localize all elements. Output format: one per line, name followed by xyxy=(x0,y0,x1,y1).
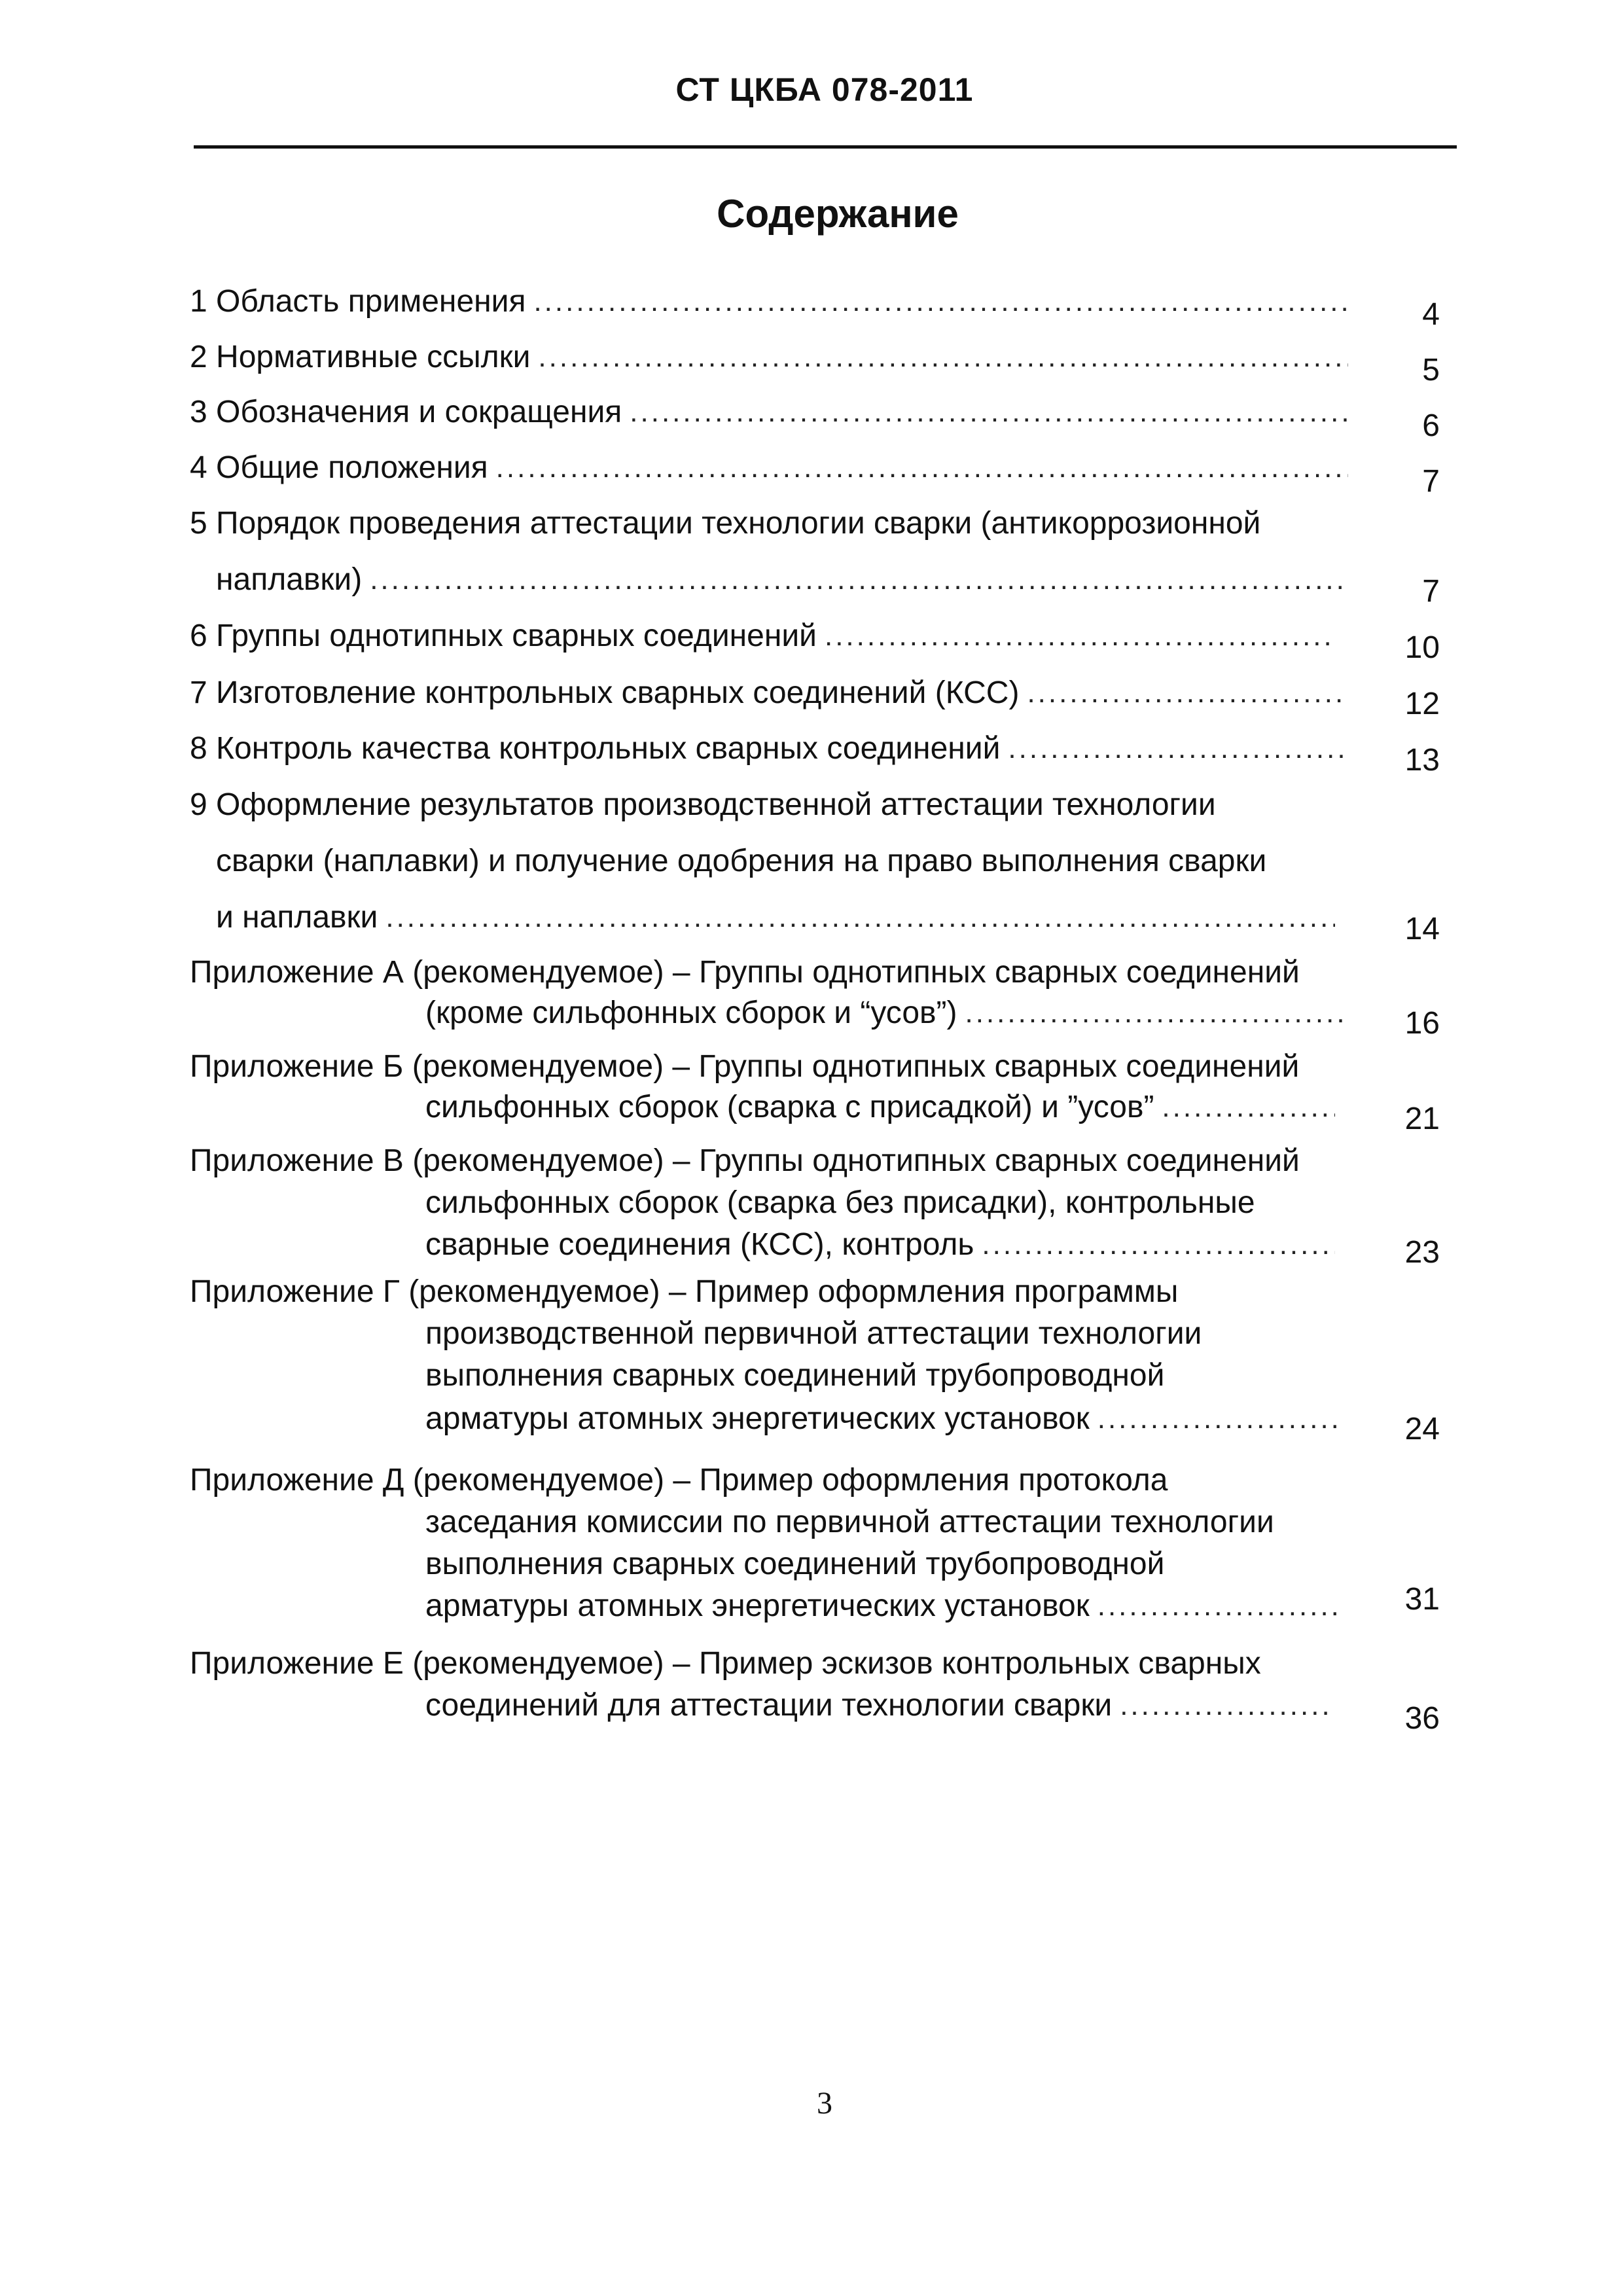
toc-page-number: 14 xyxy=(1404,912,1440,946)
toc-leader-dots xyxy=(533,287,1348,316)
toc-entry-text-line: Приложение В (рекомендуемое) – Группы однотипных сварных соединений xyxy=(190,1143,1300,1178)
toc-page-number: 31 xyxy=(1404,1582,1440,1617)
toc-page-number: 7 xyxy=(1422,464,1440,499)
toc-entry-text-line: наплавки) xyxy=(216,562,363,597)
toc-entry-text-line: 7 Изготовление контрольных сварных соединений (КСС) xyxy=(190,675,1020,710)
toc-title: Содержание xyxy=(717,192,959,236)
toc-entry-text-line: Приложение Г (рекомендуемое) – Пример оформления программы xyxy=(190,1274,1179,1309)
toc-entry-text-line: арматуры атомных энергетических установок xyxy=(425,1588,1090,1623)
toc-page-number: 13 xyxy=(1404,743,1440,778)
toc-entry-text-line: выполнения сварных соединений трубопроводной xyxy=(425,1358,1165,1393)
toc-entry-text-line: производственной первичной аттестации технологии xyxy=(425,1316,1202,1351)
toc-entry-text-line: сварки (наплавки) и получение одобрения на право выполнения сварки xyxy=(216,844,1267,878)
toc-entry-text-line: 3 Обозначения и сокращения xyxy=(190,395,622,429)
toc-entry-text-line: сильфонных сборок (сварка с присадкой) и ”усов” xyxy=(425,1090,1154,1124)
toc-leader-dots xyxy=(630,398,1348,427)
toc-page-number: 5 xyxy=(1422,353,1440,387)
toc-page-number: 6 xyxy=(1422,408,1440,443)
toc-leader-dots xyxy=(1097,1592,1342,1621)
toc-page-number: 10 xyxy=(1404,630,1440,665)
toc-entry-text-line: 4 Общие положения xyxy=(190,450,488,485)
toc-entry-text-line: арматуры атомных энергетических установок xyxy=(425,1401,1090,1436)
toc-entry-text-line: 2 Нормативные ссылки xyxy=(190,340,531,374)
toc-entry-text-line: соединений для аттестации технологии сварки xyxy=(425,1688,1113,1723)
page-number: 3 xyxy=(817,2086,832,2121)
toc-entry-text-line: заседания комиссии по первичной аттестации технологии xyxy=(425,1505,1274,1539)
toc-page-number: 16 xyxy=(1404,1006,1440,1041)
toc-entry-text-line: Приложение Б (рекомендуемое) – Группы однотипных сварных соединений xyxy=(190,1049,1300,1084)
toc-page-number: 7 xyxy=(1422,574,1440,609)
toc-page-number: 4 xyxy=(1422,297,1440,332)
toc-leader-dots xyxy=(1027,679,1342,708)
toc-leader-dots xyxy=(370,565,1348,594)
toc-page-number: 21 xyxy=(1404,1102,1440,1136)
toc-leader-dots xyxy=(982,1230,1335,1259)
toc-entry-text-line: 1 Область применения xyxy=(190,284,526,319)
toc-leader-dots xyxy=(965,999,1348,1028)
toc-page-number: 24 xyxy=(1404,1412,1440,1446)
toc-entry-text-line: Приложение Д (рекомендуемое) – Пример оформления протокола xyxy=(190,1463,1168,1498)
toc-leader-dots xyxy=(825,622,1335,651)
toc-leader-dots xyxy=(1008,734,1348,763)
toc-entry-text-line: Приложение А (рекомендуемое) – Группы однотипных сварных соединений xyxy=(190,955,1300,990)
toc-leader-dots xyxy=(1097,1405,1342,1433)
toc-entry-text-line: 9 Оформление результатов производственной аттестации технологии xyxy=(190,787,1216,822)
toc-leader-dots xyxy=(496,454,1348,482)
toc-entry-text-line: сварные соединения (КСС), контроль xyxy=(425,1227,974,1262)
toc-entry-text-line: 8 Контроль качества контрольных сварных соединений xyxy=(190,731,1001,766)
toc-page-number: 12 xyxy=(1404,687,1440,721)
toc-leader-dots xyxy=(538,343,1348,372)
toc-page-number: 23 xyxy=(1404,1235,1440,1270)
toc-leader-dots xyxy=(1120,1691,1329,1720)
toc-entry-text-line: и наплавки xyxy=(216,900,378,935)
toc-entry-text-line: 5 Порядок проведения аттестации технологии сварки (антикоррозионной xyxy=(190,506,1261,541)
toc-page-number: 36 xyxy=(1404,1701,1440,1736)
toc-entry-text-line: 6 Группы однотипных сварных соединений xyxy=(190,619,817,653)
toc-entry-text-line: сильфонных сборок (сварка без присадки), контрольные xyxy=(425,1185,1255,1220)
toc-leader-dots xyxy=(1162,1093,1335,1122)
document-code-header: СТ ЦКБА 078-2011 xyxy=(675,71,974,108)
toc-entry-text-line: выполнения сварных соединений трубопроводной xyxy=(425,1547,1165,1581)
toc-entry-text-line: (кроме сильфонных сборок и “усов”) xyxy=(425,996,957,1030)
toc-entry-text-line: Приложение Е (рекомендуемое) – Пример эскизов контрольных сварных xyxy=(190,1646,1261,1681)
toc-leader-dots xyxy=(385,903,1335,932)
